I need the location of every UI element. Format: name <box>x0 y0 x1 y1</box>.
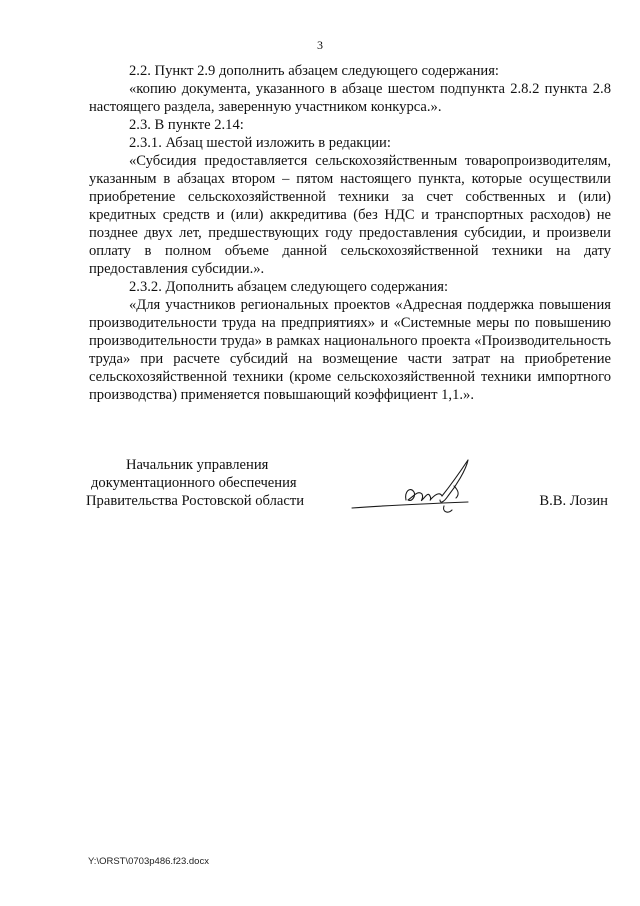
paragraph: «Субсидия предоставляется сельскохозяйственным товаропроизводителям, указанным в абзацах втором – пятом настоящего пункта, которые осуществили приобретение сельскохозяйственной техники за счет собственных и (или) кредитных средств и (или) аккредитива (без НДС и транспортных расходов) не позднее двух лет, предшествующих году предоставления субсидии, и произвели оплату в полном объеме данной сельскохозяйственной техники на дату предоставления субсидии.». <box>89 153 611 277</box>
page-number: 3 <box>317 38 323 52</box>
paragraph: «Для участников региональных проектов «Адресная поддержка повышения производительности труда на предприятиях» и «Системные меры по повышению производительности труда» в рамках национального проекта «Производительность труда» при расчете субсидий на возмещение части затрат на приобретение сельскохозяйственной техники (кроме сельскохозяйственной техники импортного производства) применяется повышающий коэффициент 1,1.». <box>89 297 611 403</box>
paragraph: 2.2. Пункт 2.9 дополнить абзацем следующего содержания: <box>129 63 499 79</box>
document-body <box>89 62 611 404</box>
signer-name: В.В. Лозин <box>539 493 608 509</box>
handwritten-signature-icon <box>348 456 478 520</box>
paragraph: 2.3. В пункте 2.14: <box>129 117 244 133</box>
paragraph: «копию документа, указанного в абзаце шестом подпункта 2.8.2 пункта 2.8 настоящего раздела, заверенную участником конкурса.». <box>89 81 611 115</box>
signature-block <box>86 456 616 536</box>
paragraph: 2.3.1. Абзац шестой изложить в редакции: <box>129 135 391 151</box>
signer-title-line: документационного обеспечения <box>91 475 297 491</box>
signer-title <box>86 456 304 510</box>
signer-title-line: Правительства Ростовской области <box>86 493 305 509</box>
paragraph: 2.3.2. Дополнить абзацем следующего содержания: <box>129 279 449 295</box>
signer-title-line: Начальник управления <box>126 457 269 473</box>
footer-file-path: Y:\ORST\0703p486.f23.docx <box>88 856 209 867</box>
